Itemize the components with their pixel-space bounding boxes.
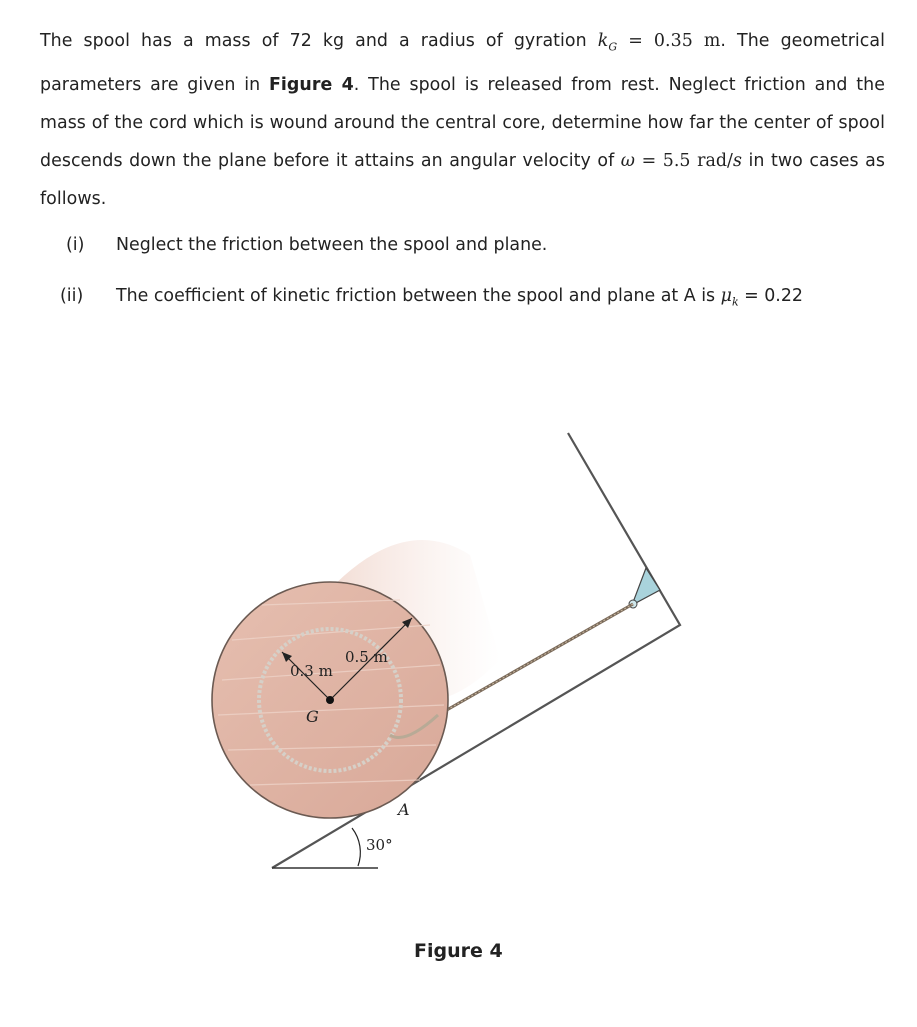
inner-radius-label: 0.3 m [290,662,333,680]
omega-value: = 5.5 rad/ [635,151,733,172]
mu-symbol: μ [720,286,732,306]
pin-support [632,568,660,605]
kg-value: = 0.35 m [617,31,721,51]
figure-caption: Figure 4 [414,940,503,962]
case-number: (i) [66,235,85,255]
angle-label: 30° [366,836,393,854]
center-label: G [306,707,319,726]
problem-statement [40,22,885,218]
mu-value: = 0.22 [738,286,803,306]
omega-symbol: ω [620,151,636,172]
kg-symbol: k [597,31,609,51]
center-point [326,696,334,704]
case-text: Neglect the friction between the spool and plane. [116,235,548,255]
case-number: (ii) [60,286,84,306]
mu-subscript: k [731,295,739,309]
angle-arc [352,828,360,866]
case-item-2 [60,283,803,315]
case-item-1 [66,232,547,258]
case-text: The coefficient of kinetic friction between the spool and plane at A is [116,286,721,306]
statement-part-1: The spool has a mass of 72 kg and a radius of gyration [40,31,598,51]
kg-subscript: G [608,40,618,54]
contact-label: A [398,800,410,819]
seconds-unit: s [732,151,742,172]
statement-part-4: in two cases as follows. [40,151,885,210]
statement-part-2: . The geometrical parameters are given in [40,31,885,96]
figure-reference: Figure 4 [268,75,354,96]
outer-radius-label: 0.5 m [345,648,388,666]
spool-figure [200,420,720,880]
statement-part-3: . The spool is released from rest. Neglect friction and the mass of the cord which is wound around the central core, determine how far the center of spool descends down the plane before it attains an angular velocity of [40,75,885,172]
